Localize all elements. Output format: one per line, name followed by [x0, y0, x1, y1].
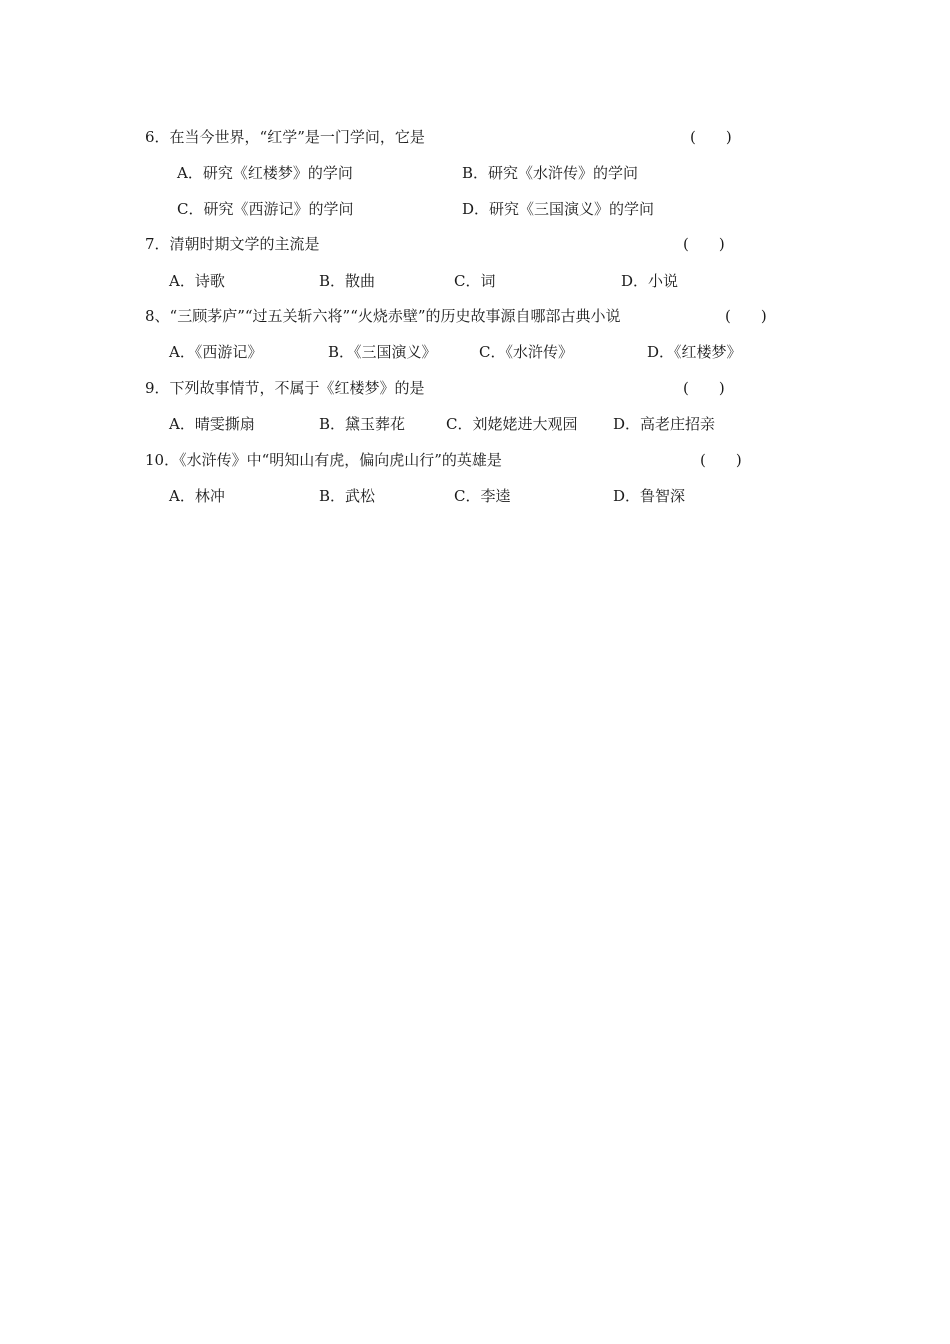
- question-7-option-c: C．词: [454, 272, 496, 290]
- question-8-stem: 8、“三顾茅庐”“过五关斩六将”“火烧赤壁”的历史故事源自哪部古典小说: [145, 307, 621, 325]
- question-10-answer-paren: ( ): [700, 451, 742, 469]
- question-7-answer-paren: ( ): [683, 235, 725, 253]
- question-9-answer-paren: ( ): [683, 379, 725, 397]
- question-6-option-a: A．研究《红楼梦》的学问: [177, 164, 353, 182]
- question-8-answer-paren: ( ): [725, 307, 767, 325]
- question-10-stem: 10．《水浒传》中“明知山有虎，偏向虎山行”的英雄是: [145, 451, 502, 469]
- question-9-stem: 9．下列故事情节，不属于《红楼梦》的是: [145, 379, 425, 397]
- question-6-stem: 6．在当今世界，“红学”是一门学问，它是: [145, 128, 425, 146]
- question-10-option-b: B．武松: [319, 487, 376, 505]
- question-6-option-b: B．研究《水浒传》的学问: [462, 164, 639, 182]
- question-9-option-a: A．晴雯撕扇: [169, 415, 255, 433]
- question-8-option-b: B．《三国演义》: [328, 343, 437, 361]
- question-9-option-d: D．高老庄招亲: [613, 415, 716, 433]
- question-7-stem: 7．清朝时期文学的主流是: [145, 235, 320, 253]
- question-8-option-d: D．《红楼梦》: [647, 343, 742, 361]
- question-6-option-d: D．研究《三国演义》的学问: [462, 200, 655, 218]
- question-7-option-a: A．诗歌: [169, 272, 225, 290]
- question-10-option-d: D．鲁智深: [613, 487, 686, 505]
- question-10-option-a: A．林冲: [169, 487, 225, 505]
- question-6-option-c: C．研究《西游记》的学问: [177, 200, 354, 218]
- question-7-option-d: D．小说: [621, 272, 679, 290]
- question-7-option-b: B．散曲: [319, 272, 376, 290]
- question-10-option-c: C．李逵: [454, 487, 511, 505]
- question-6-answer-paren: ( ): [690, 128, 732, 146]
- question-9-option-c: C．刘姥姥进大观园: [446, 415, 578, 433]
- question-8-option-a: A．《西游记》: [169, 343, 263, 361]
- question-9-option-b: B．黛玉葬花: [319, 415, 406, 433]
- question-8-option-c: C．《水浒传》: [479, 343, 573, 361]
